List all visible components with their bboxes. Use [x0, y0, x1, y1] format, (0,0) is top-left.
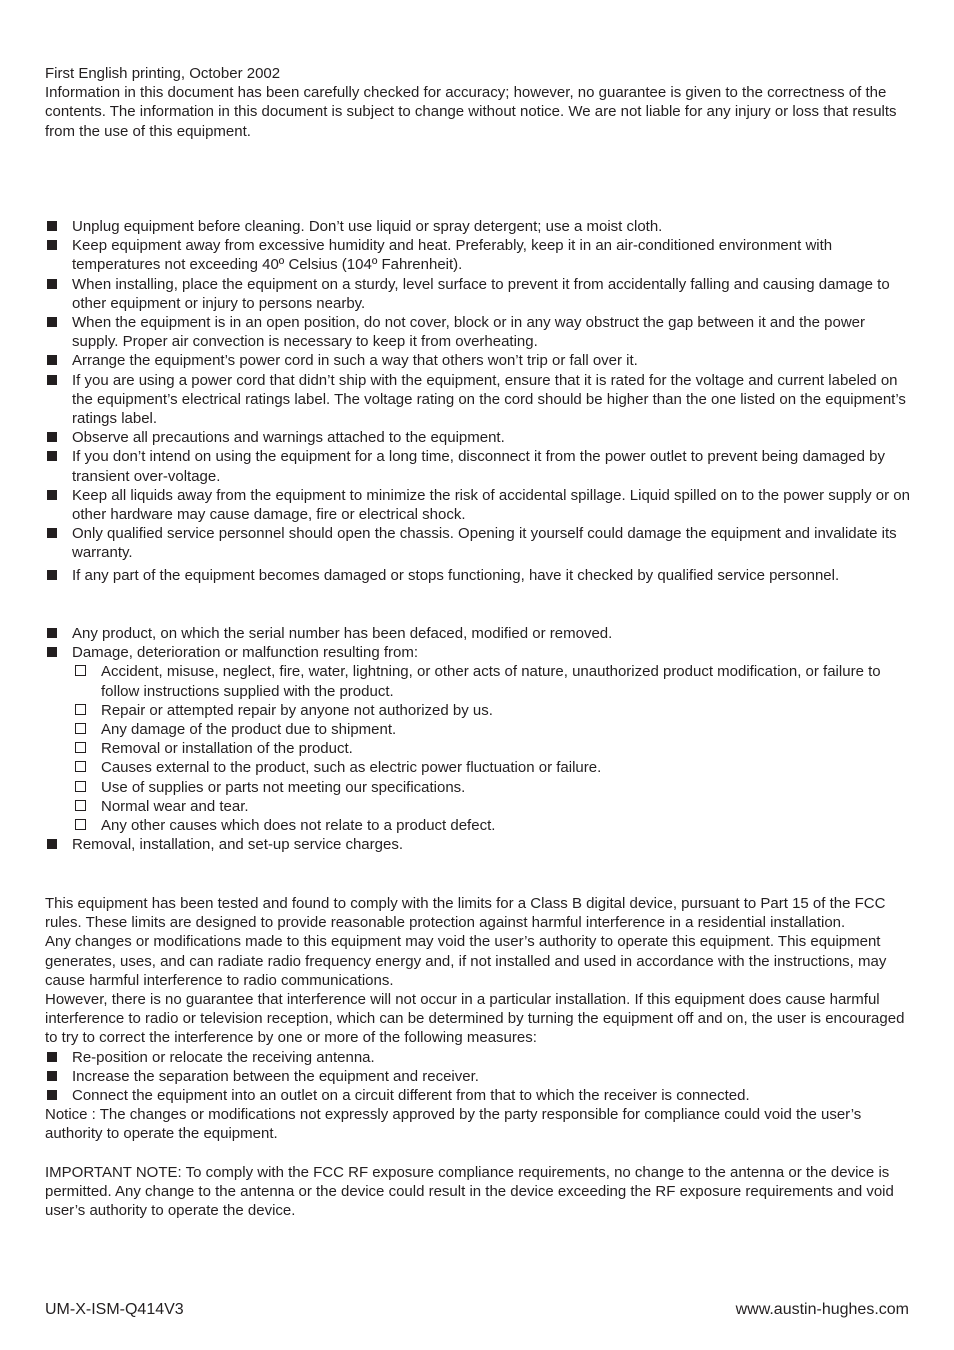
square-bullet-icon — [47, 432, 57, 442]
square-bullet-icon — [47, 221, 57, 231]
square-bullet-icon — [47, 570, 57, 580]
printing-line: First English printing, October 2002 — [45, 65, 281, 82]
sub-list-item: Accident, misuse, neglect, fire, water, lightning, or other acts of nature, unauthorized product modification, or failure to follow instructions supplied with the product. — [45, 662, 910, 700]
square-bullet-icon — [47, 1052, 57, 1062]
square-bullet-icon — [47, 528, 57, 538]
sub-list-item: Repair or attempted repair by anyone not authorized by us. — [45, 701, 910, 720]
sub-list-item: Causes external to the product, such as electric power fluctuation or failure. — [45, 758, 910, 777]
warranty-list — [45, 624, 910, 662]
hollow-square-bullet-icon — [75, 800, 86, 811]
square-bullet-icon — [47, 490, 57, 500]
disclaimer-paragraph: Information in this document has been carefully checked for accuracy; however, no guarantee is given to the correctness of the contents. The information in this document is subject to change without notice. We are not liable for any injury or loss that results from the use of this equipment. — [45, 84, 897, 140]
list-item: Arrange the equipment’s power cord in such a way that others won’t trip or fall over it. — [45, 351, 910, 370]
list-item: If you are using a power cord that didn’t ship with the equipment, ensure that it is rated for the voltage and current labeled on the equipment’s electrical ratings label. The voltage rating on the cord should be higher than the one listed on the equipment’s ratings label. — [45, 371, 910, 429]
warranty-section — [45, 624, 910, 854]
hollow-square-bullet-icon — [75, 819, 86, 830]
square-bullet-icon — [47, 240, 57, 250]
hollow-square-bullet-icon — [75, 781, 86, 792]
sub-list-item: Normal wear and tear. — [45, 797, 910, 816]
list-item: Connect the equipment into an outlet on a circuit different from that to which the receiver is connected. — [45, 1086, 910, 1105]
safety-list — [45, 217, 910, 585]
safety-section — [45, 217, 910, 585]
square-bullet-icon — [47, 1071, 57, 1081]
square-bullet-icon — [47, 647, 57, 657]
square-bullet-icon — [47, 279, 57, 289]
intro-section — [45, 64, 910, 141]
list-item: Observe all precautions and warnings attached to the equipment. — [45, 428, 910, 447]
sub-list-item: Use of supplies or parts not meeting our specifications. — [45, 778, 910, 797]
fcc-important-note: IMPORTANT NOTE: To comply with the FCC RF exposure compliance requirements, no change to the antenna or the device is permitted. Any change to the antenna or the device could result in the device exceeding the RF exposure requirements and void user’s authority to operate the device. — [45, 1163, 894, 1220]
hollow-square-bullet-icon — [75, 742, 86, 753]
list-item: Damage, deterioration or malfunction resulting from: — [45, 643, 910, 662]
sub-list-item: Removal or installation of the product. — [45, 739, 910, 758]
hollow-square-bullet-icon — [75, 723, 86, 734]
document-code: UM-X-ISM-Q414V3 — [45, 1301, 184, 1318]
list-item: Only qualified service personnel should open the chassis. Opening it yourself could damage the equipment and invalidate its warranty. — [45, 524, 910, 562]
fcc-notice: Notice : The changes or modifications not expressly approved by the party responsible for compliance could void the user’s authority to operate the equipment. — [45, 1106, 862, 1143]
fcc-section — [45, 894, 910, 1220]
list-item: If you don’t intend on using the equipment for a long time, disconnect it from the power outlet to prevent being damaged by transient over-voltage. — [45, 447, 910, 485]
list-item: When installing, place the equipment on a sturdy, level surface to prevent it from accidentally falling and causing damage to other equipment or injury to persons nearby. — [45, 275, 910, 313]
list-item: When the equipment is in an open position, do not cover, block or in any way obstruct the gap between it and the power supply. Proper air convection is necessary to keep it from overheating. — [45, 313, 910, 351]
hollow-square-bullet-icon — [75, 665, 86, 676]
website-url: www.austin-hughes.com — [735, 1301, 909, 1318]
fcc-measures-list — [45, 1048, 910, 1106]
list-item: Any product, on which the serial number has been defaced, modified or removed. — [45, 624, 910, 643]
square-bullet-icon — [47, 1090, 57, 1100]
square-bullet-icon — [47, 839, 57, 849]
list-item: Keep all liquids away from the equipment to minimize the risk of accidental spillage. Liquid spilled on to the power supply or on other hardware may cause damage, fire or electrical shock. — [45, 486, 910, 524]
square-bullet-icon — [47, 317, 57, 327]
list-item: Keep equipment away from excessive humidity and heat. Preferably, keep it in an air-conditioned environment with temperatures not exceeding 40º Celsius (104º Fahrenheit). — [45, 236, 910, 274]
sub-list-item: Any damage of the product due to shipment. — [45, 720, 910, 739]
warranty-list-end — [45, 835, 910, 854]
hollow-square-bullet-icon — [75, 704, 86, 715]
fcc-paragraph-1: This equipment has been tested and found to comply with the limits for a Class B digital device, pursuant to Part 15 of the FCC rules. These limits are designed to provide reasonable protection against harmful interference in a residential installation. — [45, 895, 886, 932]
list-item: Increase the separation between the equipment and receiver. — [45, 1067, 910, 1086]
hollow-square-bullet-icon — [75, 761, 86, 772]
square-bullet-icon — [47, 375, 57, 385]
square-bullet-icon — [47, 451, 57, 461]
list-item: Re-position or relocate the receiving antenna. — [45, 1048, 910, 1067]
sub-list-item: Any other causes which does not relate to a product defect. — [45, 816, 910, 835]
fcc-paragraph-3: However, there is no guarantee that interference will not occur in a particular installation. If this equipment does cause harmful interference to radio or television reception, which can be determined by turning the equipment off and on, the user is encouraged to try to correct the interference by one or more of the following measures: — [45, 991, 905, 1047]
fcc-paragraph-2: Any changes or modifications made to this equipment may void the user’s authority to operate this equipment. This equipment generates, uses, and can radiate radio frequency energy and, if not installed and used in accordance with the instructions, may cause harmful interference to radio communications. — [45, 933, 887, 989]
warranty-sublist — [45, 662, 910, 835]
square-bullet-icon — [47, 355, 57, 365]
list-item: Unplug equipment before cleaning. Don’t use liquid or spray detergent; use a moist cloth. — [45, 217, 910, 236]
square-bullet-icon — [47, 628, 57, 638]
list-item: If any part of the equipment becomes damaged or stops functioning, have it checked by qualified service personnel. — [45, 566, 910, 585]
list-item: Removal, installation, and set-up service charges. — [45, 835, 910, 854]
